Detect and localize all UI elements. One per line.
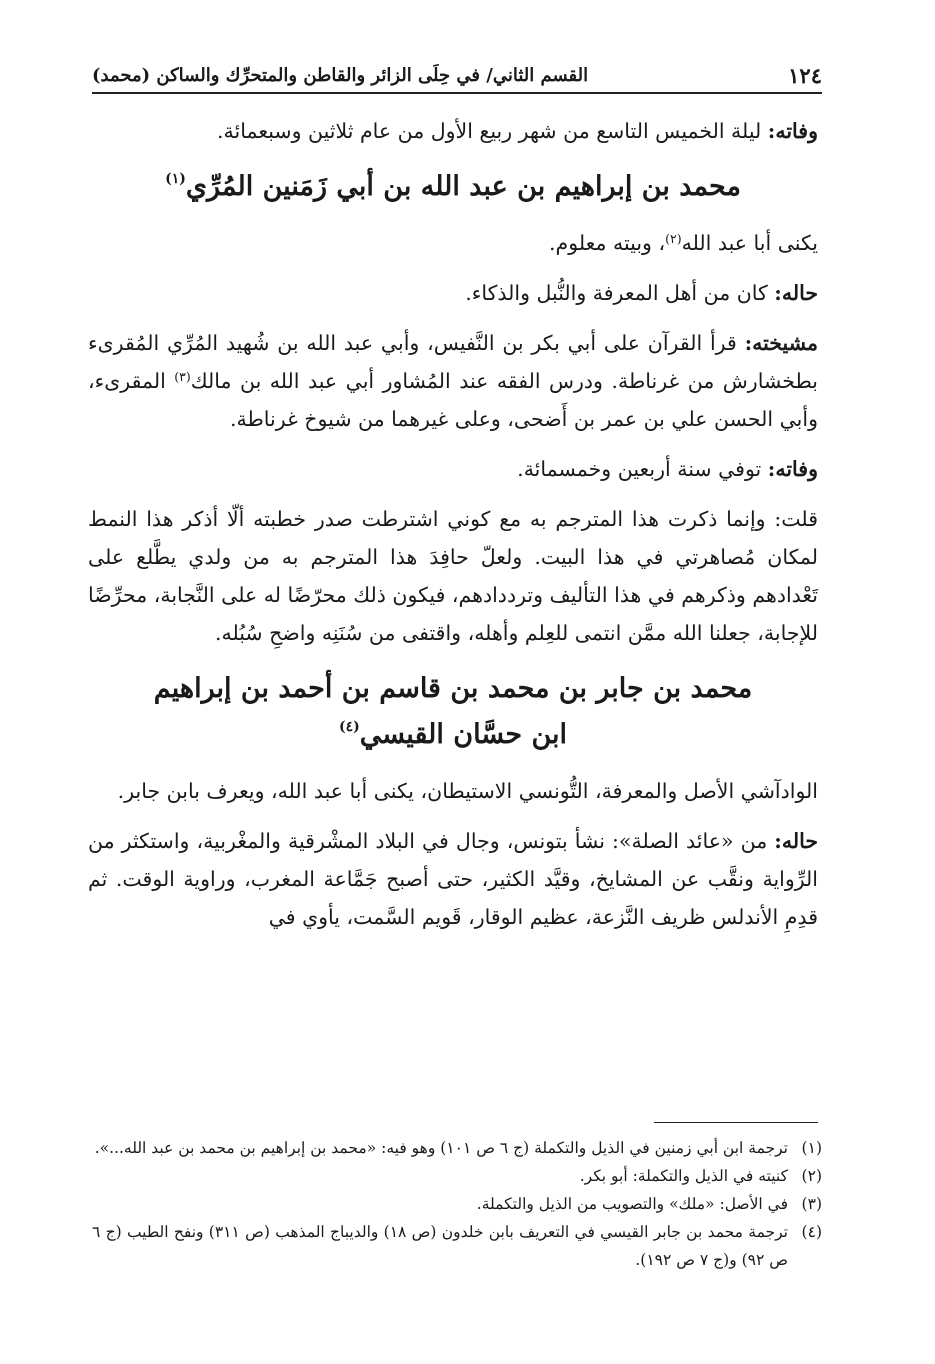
status-paragraph — [88, 822, 818, 936]
paragraph-text: توفي سنة أربعين وخمسمائة. — [517, 457, 768, 481]
paragraph-text: ، وبيته معلوم. — [549, 231, 666, 255]
footnote-text: ترجمة ابن أبي زمنين في الذيل والتكملة (ج ٦ ص ١٠١) وهو فيه: «محمد بن إبراهيم بن محمد بن عبد الله...». — [94, 1139, 788, 1157]
entry-heading-line: محمد بن جابر بن محمد بن قاسم بن أحمد بن إبراهيم — [153, 673, 753, 704]
footnote-text: في الأصل: «ملك» والتصويب من الذيل والتكملة. — [476, 1195, 788, 1213]
paragraph-lead: وفاته: — [767, 457, 818, 481]
paragraph-text: المقرىء، وأبي الحسن علي بن عمر بن أَضحى، وعلى غيرهما من شيوخ غرناطة. — [88, 369, 818, 431]
footnote — [92, 1134, 822, 1162]
paragraph-text: يكنى أبا عبد الله — [681, 231, 818, 255]
death-paragraph — [88, 450, 818, 488]
footnote-ref: (٣) — [174, 369, 191, 384]
footnote-ref: (٤) — [338, 719, 360, 735]
footnote-number: (٣) — [801, 1195, 822, 1213]
footnote-number: (٢) — [801, 1167, 822, 1185]
footnote-divider — [654, 1122, 818, 1123]
footnote-ref: (١) — [165, 171, 186, 187]
footnote — [92, 1218, 822, 1274]
footnote-number: (٤) — [801, 1223, 822, 1241]
author-note-paragraph — [88, 500, 818, 652]
teachers-paragraph — [88, 324, 818, 438]
paragraph-text: من «عائد الصلة»: نشأ بتونس، وجال في البلاد المشْرقية والمغْربية، واستكثر من الرِّواية ونقَّب عن المشايخ، وقيَّد الكثير، حتى أصبح جَمَّاعة المغرب، وراوية الوقت. ثم قدِمِ الأندلس ظريف النَّزعة، عظيم الوقار، قَويم السَّمت، يأوي في — [88, 829, 818, 929]
status-paragraph — [88, 274, 818, 312]
kunya-paragraph — [88, 224, 818, 262]
paragraph-text: ليلة الخميس التاسع من شهر ربيع الأول من عام ثلاثين وسبعمائة. — [217, 119, 768, 143]
footnotes — [92, 1134, 822, 1274]
entry-heading-line — [88, 712, 818, 758]
paragraph-lead: وفاته: — [767, 119, 818, 143]
entry-heading-text: محمد بن إبراهيم بن عبد الله بن أبي زَمَنين المُرِّي — [185, 171, 741, 202]
entry-heading-text: ابن حسَّان القيسي — [359, 719, 568, 750]
paragraph-text: قرأ القرآن على أبي بكر بن النَّفيس، وأبي عبد الله بن شُهيد المُرِّي المُقرىء بطخشارش من غرناطة. ودرس الفقه عند المُشاور أبي عبد الله بن مالك — [88, 331, 818, 393]
origin-paragraph — [88, 772, 818, 810]
footnote-text: كنيته في الذيل والتكملة: أبو بكر. — [579, 1167, 788, 1185]
main-text — [88, 112, 818, 948]
footnote-number: (١) — [801, 1139, 822, 1157]
page-number: ١٢٤ — [788, 62, 822, 88]
footnote — [92, 1162, 822, 1190]
death-paragraph — [88, 112, 818, 150]
paragraph-lead: مشيخته: — [744, 331, 818, 355]
paragraph-text: الوادآشي الأصل والمعرفة، التُّونسي الاستيطان، يكنى أبا عبد الله، ويعرف بابن جابر. — [117, 779, 818, 803]
entry-heading — [88, 666, 818, 758]
paragraph-lead: حاله: — [774, 281, 818, 305]
footnote-ref: (٢) — [665, 231, 682, 246]
footnote — [92, 1190, 822, 1218]
running-head-title: القسم الثاني/ في حِلَى الزائر والقاطن والمتحرِّك والساكن (محمد) — [92, 64, 589, 86]
entry-heading — [88, 164, 818, 210]
running-head — [92, 58, 822, 94]
paragraph-lead: حاله: — [774, 829, 818, 853]
paragraph-text: كان من أهل المعرفة والنُّبل والذكاء. — [465, 281, 775, 305]
footnote-text: ترجمة محمد بن جابر القيسي في التعريف بابن خلدون (ص ١٨) والديباج المذهب (ص ٣١١) ونفح الطيب (ج ٦ ص ٩٢) و(ج ٧ ص ١٩٢). — [92, 1223, 788, 1269]
paragraph-text: قلت: وإنما ذكرت هذا المترجم به مع كوني اشترطت صدر خطبته ألّا أذكر هذا النمط لمكان مُصاهرتي في هذا البيت. ولعلّ حافِدَ هذا المترجم به من ولدي يطَّلع على تَعْدادهم وذكرهم في هذا التأليف وترددادهم، فيكون ذلك محرّضًا له على النَّجابة، محرِّضًا للإجابة، جعلنا الله ممَّن انتمى للعِلم وأهله، واقتفى من سُنَنِه واضحِ سُبُله. — [88, 507, 818, 645]
